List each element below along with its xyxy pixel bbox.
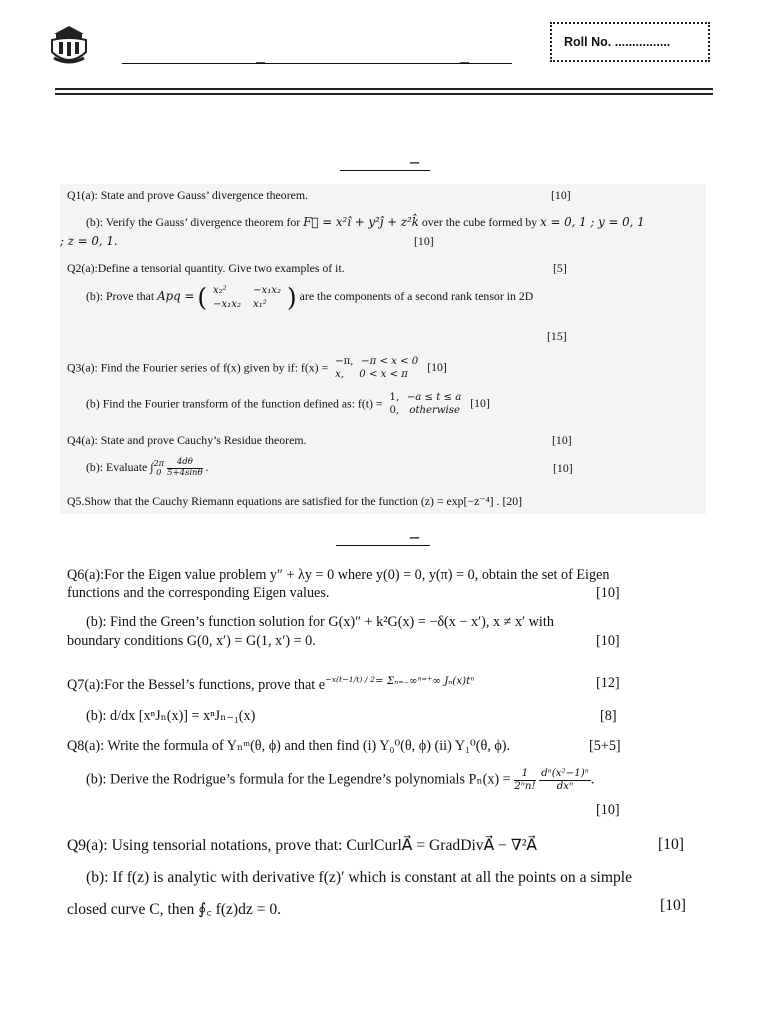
q2b-matrix: x₂² −x₁x₂ −x₁x₂ x₁² <box>212 285 282 310</box>
q8b-marks: [10] <box>596 802 620 818</box>
q9b-marks: [10] <box>660 897 686 914</box>
q3b-line: (b) Find the Fourier transform of the function defined as: f(t) = 1, −a ≤ t ≤ a 0, otherwise [10] <box>86 392 490 416</box>
q4a-text: Q4(a): State and prove Cauchy’s Residue theorem. <box>67 433 307 447</box>
q9b-line-2: closed curve C, then ∮꜀ f(z)dz = 0. <box>67 901 282 918</box>
q5-marks: [20] <box>502 494 523 508</box>
header-title-line <box>122 63 512 64</box>
q1a-marks: [10] <box>551 188 571 202</box>
q6a-line-2: functions and the corresponding Eigen values. <box>67 585 330 601</box>
roll-number-box <box>550 22 710 62</box>
header-rule-top <box>55 88 713 90</box>
header-dash-1: – <box>256 51 265 71</box>
q1b-vector-field: F⃗ = x²î + y²ĵ + z²k̂ <box>303 215 419 229</box>
q7a-marks: [12] <box>596 675 620 691</box>
q1b-marks: [10] <box>414 234 434 248</box>
q8b-line: (b): Derive the Rodrigue’s formula for the Legendre’s polynomials Pₙ(x) = $\frac{1}{\text{2ⁿn!}}$ $\frac{\text{dⁿ(x²−1)ⁿ}}{\text{dxⁿ}}$ . <box>86 768 595 792</box>
q6b-line-2: boundary conditions G(0, x′) = G(1, x′) = 0. <box>67 633 316 649</box>
q7a-exponent: −x(t−1/t) / 2 <box>325 675 376 684</box>
q3a-line: Q3(a): Find the Fourier series of f(x) given by if: f(x) = −π, −π < x < 0 x, 0 < x < π [10] <box>67 356 447 380</box>
q5-line: Q5.Show that the Cauchy Riemann equations are satisfied for the function (z) = exp[−z⁻⁴] . [20] <box>67 494 523 508</box>
q6a-marks: [10] <box>596 585 620 601</box>
q1a-text: Q1(a): State and prove Gauss’ divergence theorem. <box>67 188 308 202</box>
header-rule-bottom <box>55 93 713 95</box>
q7b-marks: [8] <box>600 708 617 724</box>
section-2-dash: – <box>410 526 419 546</box>
q8a-line: Q8(a): Write the formula of Yₙᵐ(θ, ϕ) and then find (i) Y₀⁰(θ, ϕ) (ii) Y₁⁰(θ, ϕ). <box>67 738 511 754</box>
q6b-line-1: (b): Find the Green’s function solution for G(x)″ + k²G(x) = −δ(x − x′), x ≠ x′ with <box>86 614 554 630</box>
q8b-fraction-1: $\frac{1}{\text{2ⁿn!}}$ <box>514 768 536 792</box>
q4b-marks: [10] <box>553 461 573 475</box>
roll-number-label: Roll No. ................ <box>564 35 671 49</box>
q1b-line-2: ; z = 0, 1. <box>60 234 118 248</box>
q3a-marks: [10] <box>427 360 447 375</box>
q7b-line: (b): d/dx [xⁿJₙ(x)] = xⁿJₙ₋₁(x) <box>86 708 256 724</box>
q9a-marks: [10] <box>658 836 684 853</box>
q6a-line-1: Q6(a):For the Eigen value problem y″ + λy = 0 where y(0) = 0, y(π) = 0, obtain the set of Eigen <box>67 567 610 583</box>
section-1-dash: – <box>410 151 419 171</box>
q2b-marks: [15] <box>547 329 567 343</box>
q1b-line-1: (b): Verify the Gauss’ divergence theorem for F⃗ = x²î + y²ĵ + z²k̂ over the cube formed by x = 0, 1 ; y = 0, 1 <box>86 215 645 229</box>
q3b-marks: [10] <box>470 396 490 411</box>
q3a-cases: −π, −π < x < 0 x, 0 < x < π <box>335 356 419 380</box>
q9a-line: Q9(a): Using tensorial notations, prove that: CurlCurlA⃗ = GradDivA⃗ − ∇²A⃗ <box>67 837 538 854</box>
header-dash-2: – <box>460 51 469 71</box>
q9b-line-1: (b): If f(z) is analytic with derivative f(z)′ which is constant at all the points on a simple <box>86 869 632 886</box>
q1b-bounds: x = 0, 1 ; y = 0, 1 <box>540 215 645 229</box>
q2b-line: (b): Prove that Apq = ( x₂² −x₁x₂ −x₁x₂ x₁² ) are the components of a second rank tensor in 2D <box>86 283 534 312</box>
q7a-line: Q7(a):For the Bessel’s functions, prove that $e^{-x(t-1/t) / 2= \Sigma_{n=-}\infty^{n=+}\infty J_n(x)t^n}$ <box>67 675 475 694</box>
q8a-marks: [5+5] <box>589 738 621 754</box>
q2a-text: Q2(a):Define a tensorial quantity. Give two examples of it. <box>67 261 345 275</box>
q4b-fraction: $\frac{4d\theta}{5+4\sin\theta}$ <box>167 457 203 478</box>
q3b-cases: 1, −a ≤ t ≤ a 0, otherwise <box>389 392 462 416</box>
q2a-marks: [5] <box>553 261 567 275</box>
q4b-line: (b): Evaluate ∫ 2π 0 $\frac{4d\theta}{5+4\sin\theta}$ . <box>86 457 209 478</box>
q6b-marks: [10] <box>596 633 620 649</box>
q8b-fraction-2: $\frac{\text{dⁿ(x²−1)ⁿ}}{\text{dxⁿ}}$ <box>541 768 589 792</box>
university-logo <box>48 24 90 68</box>
q4a-marks: [10] <box>552 433 572 447</box>
